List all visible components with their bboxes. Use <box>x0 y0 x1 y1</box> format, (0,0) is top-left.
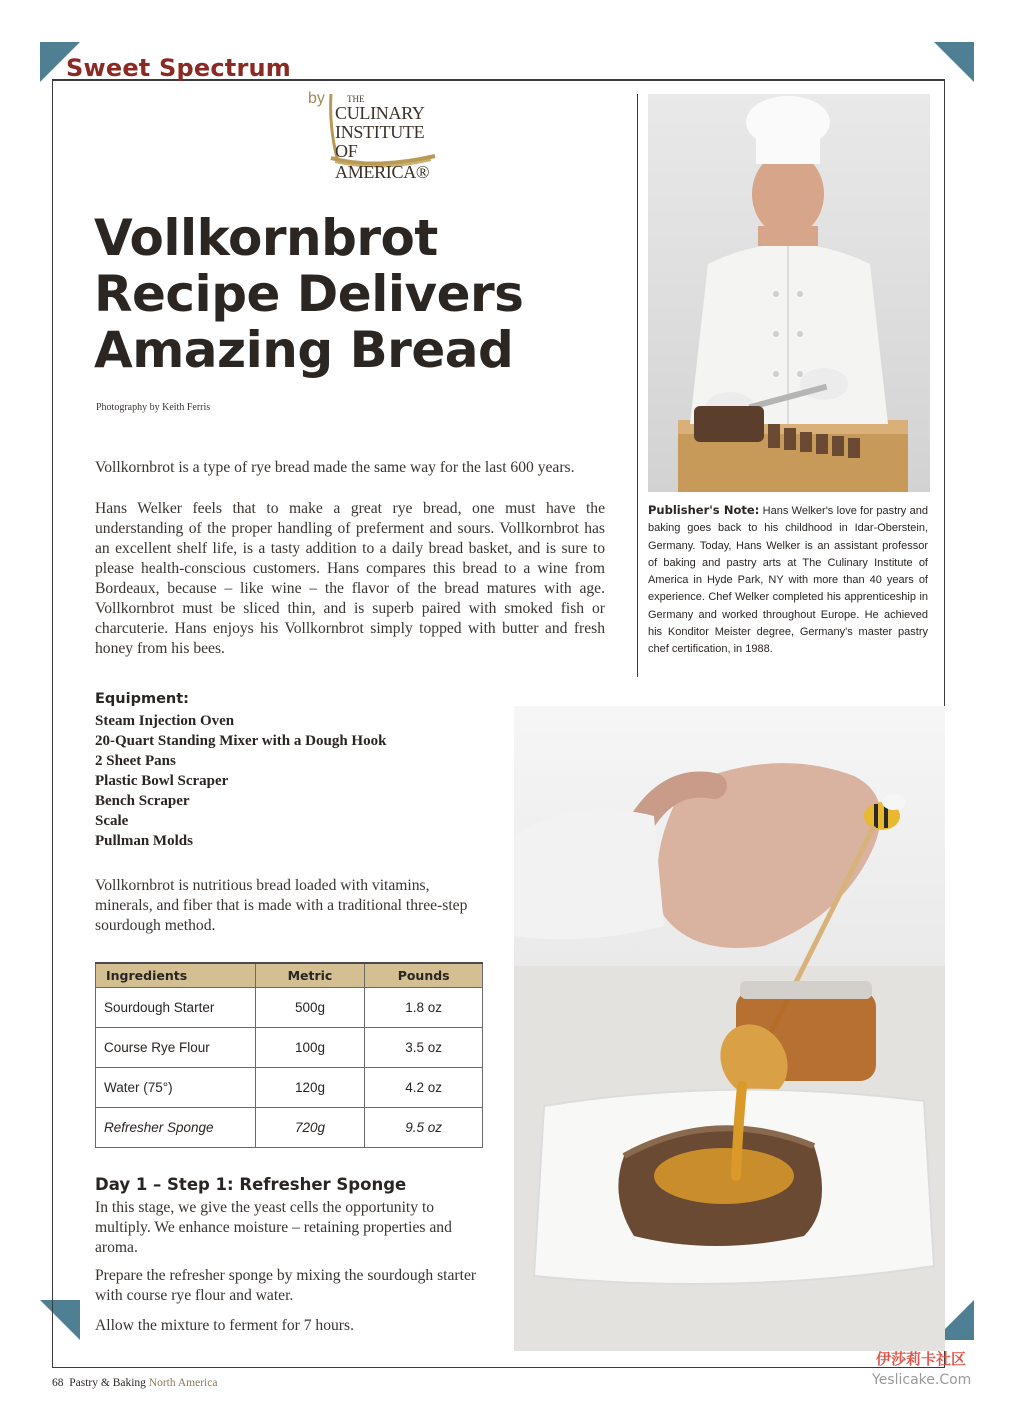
logo-text-america: OF AMERICA® <box>335 141 430 182</box>
step-paragraph-2: Prepare the refresher sponge by mixing the sourdough starter with course rye flour and water. <box>95 1267 477 1304</box>
chef-photo <box>648 94 930 492</box>
list-item: Scale <box>95 813 129 829</box>
list-item: 2 Sheet Pans <box>95 753 176 769</box>
logo-text-culinary: CULINARY <box>335 103 425 123</box>
table-row <box>96 987 483 1027</box>
table-cell: 3.5 oz <box>365 1027 483 1067</box>
magazine-region: North America <box>148 1377 218 1389</box>
table-header-row <box>96 963 483 987</box>
table-cell: 9.5 oz <box>365 1107 483 1147</box>
table-cell: 100g <box>255 1027 365 1067</box>
header-metric: Metric <box>255 963 365 987</box>
header-pounds: Pounds <box>365 963 483 987</box>
list-item: Bench Scraper <box>95 793 190 809</box>
step-paragraph-1: In this stage, we give the yeast cells the opportunity to multiply. We enhance moisture – retaining properties and aroma. <box>95 1199 452 1256</box>
table-cell: 720g <box>255 1107 365 1147</box>
table-row <box>96 1027 483 1067</box>
section-title: Sweet Spectrum <box>66 54 292 82</box>
page-footer <box>52 1377 217 1389</box>
equipment-title: Equipment: <box>95 691 189 707</box>
intro-paragraph-2: Hans Welker feels that to make a great rye bread, one must have the understanding of the proper handling of preferment and sours. Vollkornbrot has an excellent shelf life, is a tasty addition to a daily bread basket, and is sure to please health-conscious customers. Hans compares this bread to a wine from Bordeaux, because – like wine – the flavor of the bread matures with age. Vollkornbrot must be sliced thin, and is superb paired with smoked fish or charcuterie. Hans enjoys his Vollkornbrot simply topped with butter and fresh honey from his bees. <box>95 500 605 657</box>
step-title: Day 1 – Step 1: Refresher Sponge <box>95 1175 407 1194</box>
list-item: 20-Quart Standing Mixer with a Dough Hook <box>95 733 387 749</box>
table-cell: 120g <box>255 1067 365 1107</box>
article-headline <box>94 210 534 378</box>
headline-line-2: Recipe Delivers <box>94 265 524 323</box>
table-cell: Refresher Sponge <box>96 1107 256 1147</box>
headline-line-3: Amazing Bread <box>94 321 514 379</box>
equipment-list <box>95 711 386 851</box>
page-number: 68 <box>52 1377 64 1389</box>
honey-bread-photo <box>514 706 945 1351</box>
step-paragraph-3: Allow the mixture to ferment for 7 hours. <box>95 1317 354 1334</box>
column-divider <box>637 94 638 677</box>
byline: by <box>308 90 325 107</box>
publishers-note-text: Hans Welker's love for pastry and baking goes back to his childhood in Idar-Oberstein, Germany. Today, Hans Welker is an assistant professor of baking and pastry arts at The Culinary Institute of America in Hyde Park, NY with more than 40 years of experience. Chef Welker completed his apprenticeship in Germany and worked throughout Europe. He achieved his Konditor Meister degree, Germany's master pastry chef certification, in 1988. <box>648 505 928 656</box>
header-ingredients: Ingredients <box>96 963 256 987</box>
headline-line-1: Vollkornbrot <box>94 209 438 267</box>
list-item: Steam Injection Oven <box>95 713 235 729</box>
table-cell: 1.8 oz <box>365 987 483 1027</box>
nutrition-paragraph: Vollkornbrot is nutritious bread loaded with vitamins, minerals, and fiber that is made with a traditional three-step sourdough method. <box>95 877 468 934</box>
cia-logo <box>325 84 443 182</box>
photo-credit: Photography by Keith Ferris <box>96 402 211 413</box>
table-row <box>96 1107 483 1147</box>
table-cell: Course Rye Flour <box>96 1027 256 1067</box>
publishers-note <box>648 502 928 659</box>
logo-text-the: THE <box>347 94 365 104</box>
table-row <box>96 1067 483 1107</box>
list-item: Plastic Bowl Scraper <box>95 773 229 789</box>
intro-paragraph-1: Vollkornbrot is a type of rye bread made the same way for the last 600 years. <box>95 459 575 476</box>
ingredients-table <box>95 962 483 1148</box>
publishers-note-label: Publisher's Note: <box>648 503 760 517</box>
table-cell: Sourdough Starter <box>96 987 256 1027</box>
watermark-chinese: 伊莎莉卡社区 <box>876 1350 967 1368</box>
magazine-name: Pastry & Baking <box>69 1377 146 1389</box>
table-cell: Water (75°) <box>96 1067 256 1107</box>
logo-text-institute: INSTITUTE <box>335 122 425 142</box>
table-cell: 4.2 oz <box>365 1067 483 1107</box>
watermark-site: Yeslicake.Com <box>872 1372 972 1388</box>
list-item: Pullman Molds <box>95 833 193 849</box>
table-cell: 500g <box>255 987 365 1027</box>
